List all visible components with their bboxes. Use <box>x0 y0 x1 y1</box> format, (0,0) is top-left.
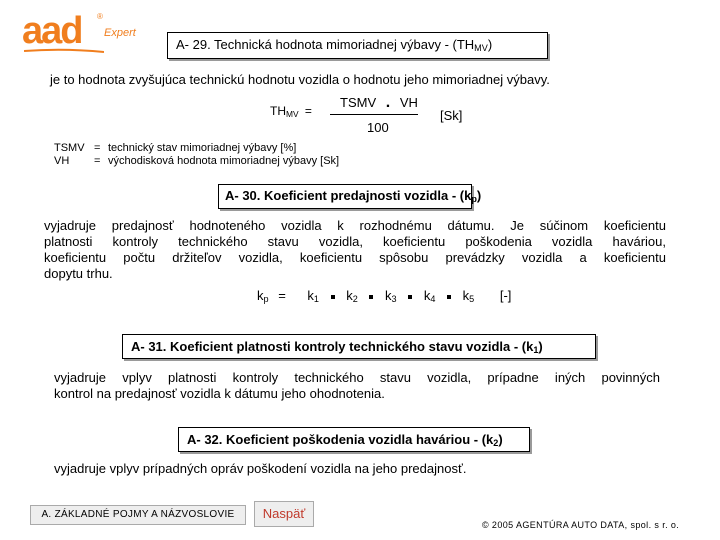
formula-30-lhs-sub: p <box>263 294 269 304</box>
formula-30-lhs: k <box>257 288 264 303</box>
section-31-title-end: ) <box>538 339 543 354</box>
formula-30-k5: k <box>462 288 470 303</box>
formula-29-equals: = <box>304 104 312 118</box>
section-32-title-text: A- 32. Koeficient poškodenia vozidla haváriou - (k <box>187 432 494 447</box>
formula-29-fraction-bar <box>330 114 418 115</box>
section-32-title-sub: 2 <box>493 438 499 448</box>
formula-29-num-a: TSMV <box>340 95 377 110</box>
formula-30-k3-sub: 3 <box>391 294 397 304</box>
definitions-29 <box>54 142 339 168</box>
formula-29-lhs-sub: MV <box>286 109 299 119</box>
section-29-title <box>167 32 548 59</box>
definition-term: TSMV <box>54 142 85 154</box>
section-30-title <box>218 184 482 209</box>
formula-30-k3: k <box>385 288 392 303</box>
formula-30-unit: [-] <box>499 288 512 303</box>
definition-row <box>54 155 339 168</box>
multiply-dot-icon <box>408 295 412 299</box>
formula-29-dot: . <box>385 94 391 111</box>
formula-29-lhs <box>270 104 312 119</box>
definition-text: východisková hodnota mimoriadnej výbavy [Sk] <box>108 155 340 167</box>
section-32-title <box>178 427 530 452</box>
description-line: vyjadruje vplyv platnosti kontroly technického stavu vozidla, prípadne iných povinných <box>54 370 660 385</box>
section-31-title-text: A- 31. Koeficient platnosti kontroly technického stavu vozidla - (k <box>131 339 534 354</box>
section-32-description: vyjadruje vplyv prípadných opráv poškodení vozidla na jeho predajnosť. <box>54 461 467 476</box>
formula-29-numerator <box>340 94 418 112</box>
formula-30-k2: k <box>346 288 353 303</box>
copyright-text: © 2005 AGENTÚRA AUTO DATA, spol. s r. o. <box>482 520 680 530</box>
formula-30-k4: k <box>423 288 431 303</box>
definition-row <box>54 142 339 155</box>
section-31-title-sub: 1 <box>533 345 539 355</box>
section-31-description <box>54 370 660 402</box>
multiply-dot-icon <box>447 295 451 299</box>
description-line: platnosti kontroly technického stavu vozidla, koeficientu poškodenia vozidla haváriou, <box>44 234 666 249</box>
formula-29-lhs-text: TH <box>270 104 286 118</box>
section-30-title-end: ) <box>476 188 482 203</box>
formula-30-k2-sub: 2 <box>352 294 358 304</box>
description-line: dopytu trhu. <box>44 266 113 281</box>
logo-registered-mark: ® <box>97 12 103 21</box>
section-29-title-sub: MV <box>474 43 488 53</box>
formula-29-denominator: 100 <box>367 120 389 135</box>
formula-29-num-b: VH <box>399 95 418 110</box>
description-line: koeficientu počtu držiteľov vozidla, koeficientu spôsobu prevádzky vozidla a koeficientu <box>44 250 666 265</box>
logo-swoosh-icon <box>24 48 104 54</box>
section-32-title-end: ) <box>498 432 503 447</box>
logo-expert-label: Expert <box>104 27 136 39</box>
formula-30-k1: k <box>307 288 314 303</box>
section-nav-button[interactable]: A. ZÁKLADNÉ POJMY A NÁZVOSLOVIE <box>30 505 246 525</box>
definition-equals: = <box>94 142 101 154</box>
formula-29-unit: [Sk] <box>440 108 463 123</box>
definition-term: VH <box>54 155 70 167</box>
formula-30-k5-sub: 5 <box>469 294 475 304</box>
formula-30 <box>257 288 511 304</box>
section-31-title <box>122 334 596 359</box>
logo-wordmark: aad <box>22 10 82 52</box>
section-29-title-end: ) <box>487 37 493 52</box>
section-29-title-text: A- 29. Technická hodnota mimoriadnej výbavy - (TH <box>176 37 475 52</box>
section-29-description: je to hodnota zvyšujúca technickú hodnotu vozidla o hodnotu jeho mimoriadnej výbavy. <box>50 72 550 87</box>
back-button[interactable]: Naspäť <box>254 501 314 527</box>
multiply-dot-icon <box>369 295 373 299</box>
formula-30-equals: = <box>278 288 286 303</box>
section-30-title-sub: p <box>471 194 477 204</box>
definition-text: technický stav mimoriadnej výbavy [%] <box>108 142 297 154</box>
definition-equals: = <box>94 155 101 167</box>
formula-30-k1-sub: 1 <box>313 294 319 304</box>
formula-30-k4-sub: 4 <box>430 294 436 304</box>
section-30-title-text: A- 30. Koeficient predajnosti vozidla - (k <box>225 188 472 203</box>
description-line: kontrol na predajnosť vozidla k dátumu jeho ohodnotenia. <box>54 386 385 401</box>
multiply-dot-icon <box>331 295 335 299</box>
section-30-description <box>44 218 666 282</box>
description-line: vyjadruje predajnosť hodnoteného vozidla k rozhodnému dátumu. Je súčinom koeficientu <box>44 218 666 233</box>
